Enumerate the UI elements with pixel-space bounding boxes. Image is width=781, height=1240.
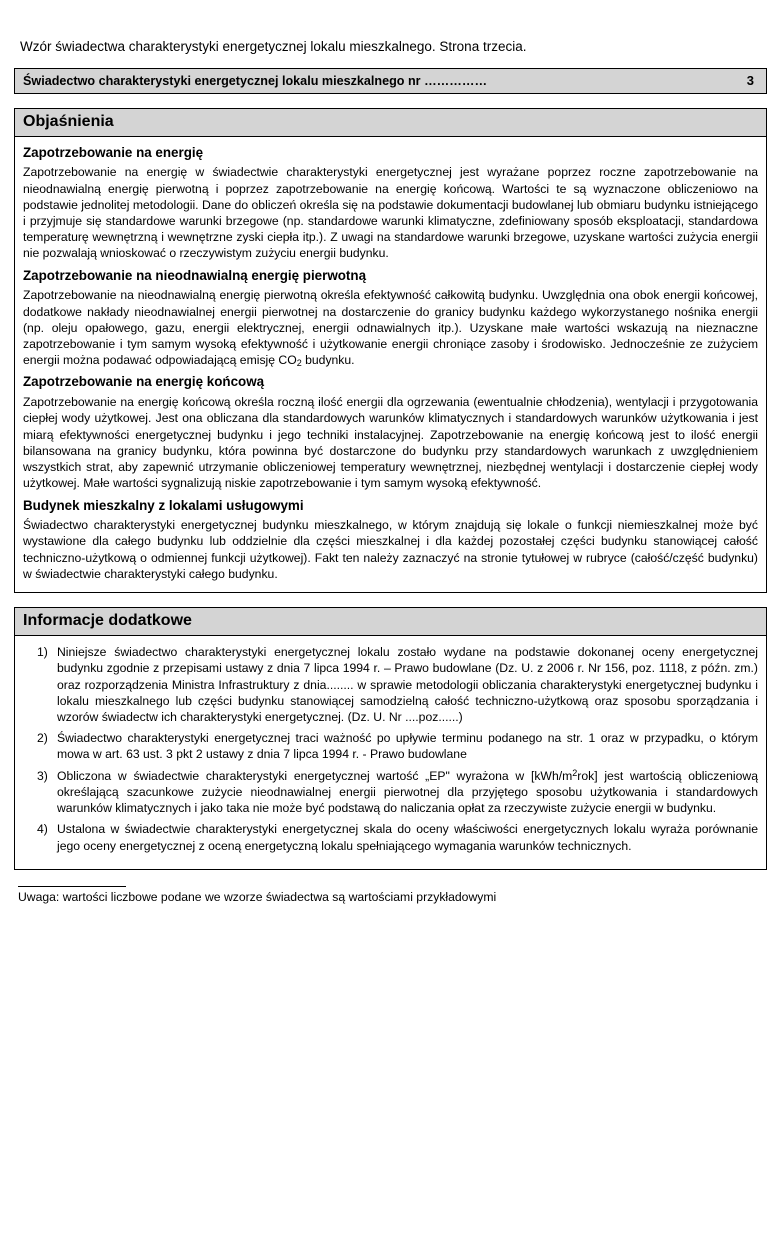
additional-info-body	[15, 636, 766, 869]
list-item	[23, 821, 758, 853]
footnote-divider	[18, 886, 126, 887]
explanations-section	[14, 108, 767, 594]
footnote	[14, 886, 767, 906]
list-item	[23, 730, 758, 762]
paragraph-energy-demand: Zapotrzebowanie na energię w świadectwie charakterystyki energetycznej jest wyrażane poprzez roczne zapotrzebowanie na nieodnawialną energię pierwotną i poprzez zapotrzebowanie na energię końcową. Wartości te są wyznaczone obliczeniowo na podstawie jednolitej metodologii. Dane do obliczeń określa się na podstawie dokumentacji budowlanej lub obmiaru budynku istniejącego i przyjmuje się standardowe warunki brzegowe (np. standardowe warunki klimatyczne, zdefiniowany sposób eksploatacji, standardowa temperaturę wewnętrzną i wewnętrzne zyski ciepła itp.). Z uwagi na standardowe warunki brzegowe, uzyskane wartości zużycia energii nie pozwalają wnioskować o rzeczywistym zużyciu energii budynku.	[23, 165, 758, 261]
heading-primary-energy: Zapotrzebowanie na nieodnawialną energię pierwotną	[23, 267, 367, 283]
list-item-text-b: rok] jest wartością obliczeniową określającą szacunkowe zużycie nieodnawialnej energii pierwotnej dla przyjętego sposobu użytkowania i standardowych warunków klimatycznych i jako taka nie może być podstawą do naliczania opłat za rzeczywiste zużycie energii w budynku.	[57, 768, 758, 816]
certificate-title: Świadectwo charakterystyki energetycznej lokalu mieszkalnego nr ……………	[23, 73, 488, 88]
heading-final-energy: Zapotrzebowanie na energię końcową	[23, 374, 265, 390]
explanations-header: Objaśnienia	[15, 109, 766, 137]
additional-info-section	[14, 607, 767, 870]
certificate-title-bar	[14, 68, 767, 94]
paragraph-residential-with-services: Świadectwo charakterystyki energetycznej budynku mieszkalnego, w którym znajdują się lokale o funkcji niemieszkalnej może być wystawione dla całego budynku lub oddzielnie dla części mieszkalnej i dla każdej pozostałej części budynku stanowiącej całość techniczno-użytkową o odmiennej funkcji użytkowej). Fakt ten należy zaznaczyć na stronie tytułowej w rubryce (całość/część budynku) w świadectwie charakterystyki całego budynku.	[23, 518, 758, 581]
co2-subscript: 2	[296, 358, 302, 369]
page-caption: Wzór świadectwa charakterystyki energetycznej lokalu mieszkalnego. Strona trzecia.	[20, 39, 527, 54]
list-item-text	[57, 768, 758, 817]
explanations-body	[15, 137, 766, 593]
heading-residential-with-services: Budynek mieszkalny z lokalami usługowymi	[23, 497, 304, 513]
list-item-number: 3)	[37, 768, 48, 783]
list-item	[23, 768, 758, 817]
list-item	[23, 644, 758, 725]
list-item-text-a: Obliczona w świadectwie charakterystyki energetycznej wartość „EP" wyrażona w [kWh/m	[57, 768, 573, 783]
additional-info-header: Informacje dodatkowe	[15, 608, 766, 636]
page-number: 3	[746, 73, 754, 89]
footnote-text: Uwaga: wartości liczbowe podane we wzorze świadectwa są wartościami przykładowymi	[18, 889, 497, 904]
heading-energy-demand: Zapotrzebowanie na energię	[23, 144, 204, 160]
list-item-number: 1)	[37, 645, 48, 660]
list-item-text: Niniejsze świadectwo charakterystyki energetycznej lokalu zostało wydane na podstawie dokonanej oceny energetycznej budynku zgodnie z przepisami ustawy z dnia 7 lipca 1994 r. – Prawo budowlane (Dz. U. z 2006 r. Nr 156, poz. 1118, z późn. zm.) oraz rozporządzenia Ministra Infrastruktury z dnia........ w sprawie metodologii obliczania charakterystyki energetycznej budynku i lokalu mieszkalnego lub części budynku stanowiącej samodzielną całość techniczno-użytkową oraz sposobu sporządzania i wzorów świadectw ich charakterystyki energetycznej. (Dz. U. Nr ....poz......)	[57, 645, 758, 725]
paragraph-final-energy: Zapotrzebowanie na energię końcową określa roczną ilość energii dla ogrzewania (ewentualnie chłodzenia), wentylacji i przygotowania ciepłej wody użytkowej. Jest ona obliczana dla standardowych warunków klimatycznych i standardowych warunków użytkowania i jest miarą efektywności energetycznej budynku i jego techniki instalacyjnej. Zapotrzebowanie na energię końcową jest to ilość energii bilansowana na granicy budynku, która powinna być dostarczone do budynku przy standardowych warunkach z uwzględnieniem wszystkich strat, aby zapewnić utrzymanie obliczeniowej temperatury wewnętrznej, niezbędnej wentylacji i dostarczenie ciepłej wody użytkowej. Małe wartości sygnalizują niskie zapotrzebowanie i tym samym wysoką efektywność.	[23, 395, 758, 491]
list-item-number: 4)	[37, 822, 48, 837]
additional-info-list	[23, 644, 758, 854]
primary-energy-text-after: budynku.	[301, 353, 355, 368]
list-item-text: Ustalona w świadectwie charakterystyki energetycznej skala do oceny właściwości energetycznych lokalu wyraża porównanie jego oceny energetycznej z oceną energetyczną lokalu spełniającego wymagania warunków technicznych.	[57, 822, 758, 853]
list-item-number: 2)	[37, 731, 48, 746]
primary-energy-text-before: Zapotrzebowanie na nieodnawialną energię pierwotną określa efektywność całkowitą budynku. Uwzględnia ona obok energii końcowej, dodatkowe nakłady nieodnawialnej energii pierwotnej na dostarczenie do granicy budynku każdego wykorzystanego nośnika energii (np. oleju opałowego, gazu, energii elektrycznej, energii odnawialnych itp.). Uzyskane małe wartości wskazują na nieznaczne zapotrzebowanie i tym samym wysoką efektywność i użytkowanie energii chroniące zasoby i środowisko. Jednocześnie ze zużyciem energii można podawać odpowiadającą emisję CO	[23, 288, 758, 368]
paragraph-primary-energy	[23, 287, 758, 368]
list-item-text: Świadectwo charakterystyki energetycznej traci ważność po upływie terminu podanego na str. 1 oraz w przypadku, o którym mowa w art. 63 ust. 3 pkt 2 ustawy z dnia 7 lipca 1994 r. - Prawo budowlane	[57, 731, 758, 762]
square-meter-superscript: 2	[572, 767, 578, 778]
